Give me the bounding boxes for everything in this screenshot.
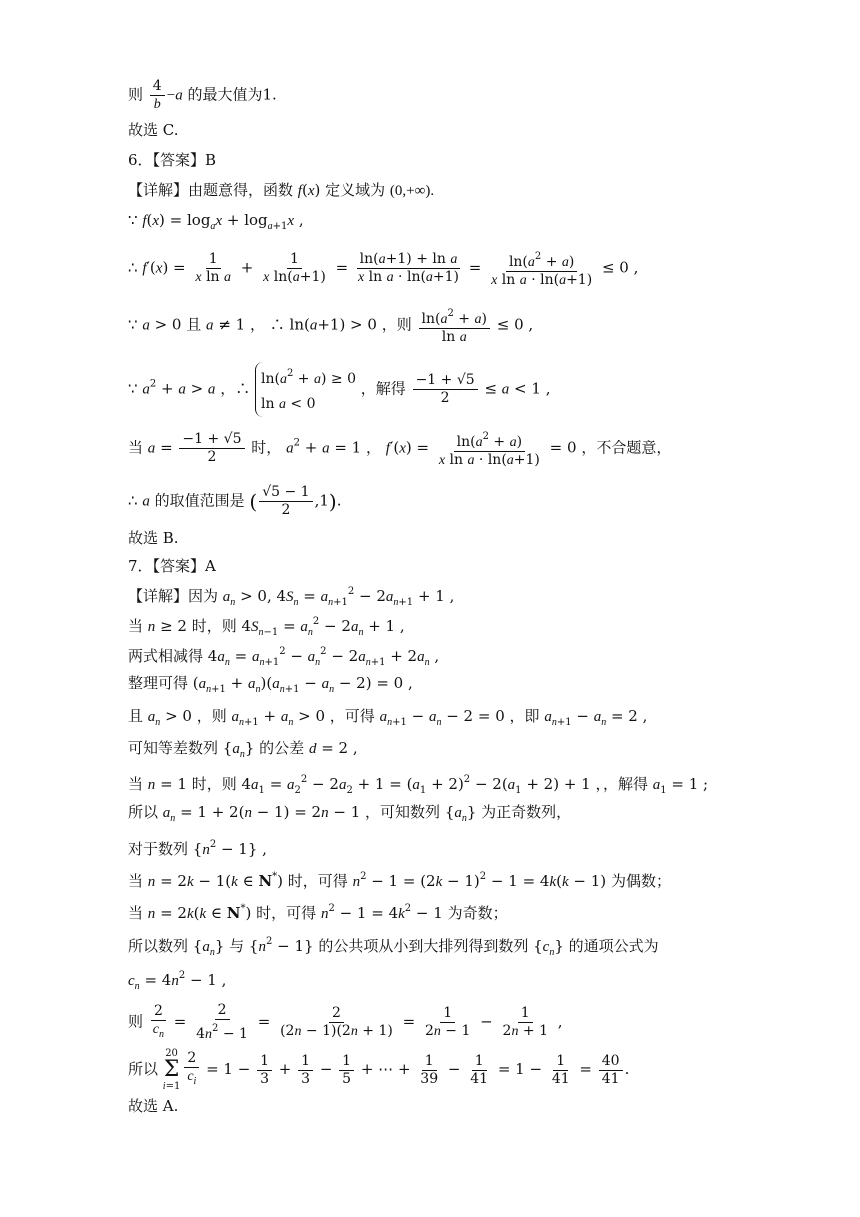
q6-def: ∵ $f(x) = \log_ax + \log_{a+1}x$ , xyxy=(128,211,304,232)
q7-line6: 可知等差数列 $\{a_n\}$ 的公差 d = 2 , xyxy=(128,739,358,760)
q7-line10: 当 n = 2k − 1(k ∈ N*) 时，可得 $n^2 - 1 = (2k - 1)^2 - 1 = 4k(k - 1)$ 为偶数； xyxy=(128,871,671,890)
q7-line11: 当 n = 2k(k ∈ N*) 时，可得 $n^2 - 1 = 4k^2 - 1$ 为奇数； xyxy=(128,903,508,922)
q7-line7: 当 n = 1 时，则 $4a_1 = a_2^2 - 2a_2 + 1 = (a_1 + 2)^2 - 2(a_1 + 2) + 1$ ，，解得 $a_1 = 1$ ; xyxy=(128,774,709,796)
q7-answer-heading: 7．【答案】A xyxy=(128,557,216,575)
answer-choice-b: 故选 B. xyxy=(128,529,179,547)
q7-line5: 且 $a_n > 0$ ，则 $a_{n+1} + a_n > 0$ ，可得 $a_{n+1} - a_n - 2 = 0$ ，即 $a_{n+1} - a_n = 2$ , xyxy=(128,707,648,728)
q7-line4: 整理可得 $(a_{n+1} + a_n)(a_{n+1} - a_n - 2) = 0$ , xyxy=(128,674,413,695)
q6-detail-line1: 【详解】由题意得，函数 f(x) 定义域为 (0,+∞). xyxy=(128,181,435,199)
q6-check: 当 a = $\frac{-1 + √5}{2}$ 时， $a^2 + a = 1$ ， f′(x) = $\frac{\ln(a^2 + a)}{\text{x ln a · ln(a+1)}}$ = 0 ，不合题意， xyxy=(128,428,671,469)
q7-line14: 则 $\frac{2}{c_n}$ = $\frac{2}{4n^2 - 1}$ = $\frac{2}{(2n - 1)(2n + 1)}$ = $\frac{1}{2n - 1}$ − $\frac{1}{2n + 1}$ , xyxy=(128,1002,563,1042)
q7-line8: 所以 $a_n = 1 + 2(n - 1) = 2n - 1$ ，可知数列 $\{a_n\}$ 为正奇数列， xyxy=(128,803,572,824)
q7-line9: 对于数列 $\{n^2 - 1\}$ , xyxy=(128,839,267,858)
q7-line3: 两式相减得 $4a_n = a_{n+1}^2 - a_n^2 - 2a_{n+1} + 2a_n$ , xyxy=(128,646,440,668)
q6-derivative: ∴ f′(x) = $\frac{1}{\text{x ln a}}$ + $\frac{1}{\text{x ln(a+1)}}$ = $\frac{\text{ln(a+1) + ln a}}{\text{x ln a · ln(a+1)}}$ = $\frac{\ln(a^2 + a)}{\text{x ln a · ln(a+1)}}$ ≤ 0 , xyxy=(128,248,638,289)
q6-condition: ∵ a > 0 且 a ≠ 1 ， ∴ ln(a+1) > 0 ，则 $\frac{\ln(a^2 + a)}{\text{ln a}}$ ≤ 0 , xyxy=(128,305,533,346)
q6-system: ∵ $a^2 + a > a$ ，∴ $\ln(a^2 + a) \ge 0$ ln a < 0 ，解得 $\frac{-1 + √5}{2}$ ≤ a < 1 , xyxy=(128,362,550,417)
q7-line12: 所以数列 $\{a_n\}$ 与 $\{n^2 - 1\}$ 的公共项从小到大排列得到数列 $\{c_n\}$ 的通项公式为 xyxy=(128,936,659,958)
q6-range: ∴ a 的取值范围是 ( $\frac{√5 - 1}{2}$ ,1). xyxy=(128,484,342,518)
answer-choice-c: 故选 C. xyxy=(128,121,179,139)
answer-choice-a: 故选 A. xyxy=(128,1097,179,1115)
q7-line13: $c_n = 4n^2 - 1$ , xyxy=(128,970,227,992)
q7-line15: 所以 20 Σ i=1 $\frac{2}{c_i}$ = 1 − $\frac{1}{3}$ + $\frac{1}{3}$ − $\frac{1}{5}$ + ⋯ + $\frac{1}{39}$ − $\frac{1}{41}$ = 1 − $\frac{1}{41}$ = $\frac{40}{41}$ . xyxy=(128,1048,630,1092)
q7-line2: 当 n ≥ 2 时，则 $4S_{n-1} = a_n^2 - 2a_n + 1$ , xyxy=(128,616,405,638)
q7-line1: 【详解】因为 $a_n > 0$, $4S_n = a_{n+1}^2 - 2a_{n+1} + 1$ , xyxy=(128,586,455,608)
line-max-value: 则 $\frac{4}{b}$ −a 的最大值为1. xyxy=(128,78,277,112)
q6-answer-heading: 6．【答案】B xyxy=(128,151,217,169)
